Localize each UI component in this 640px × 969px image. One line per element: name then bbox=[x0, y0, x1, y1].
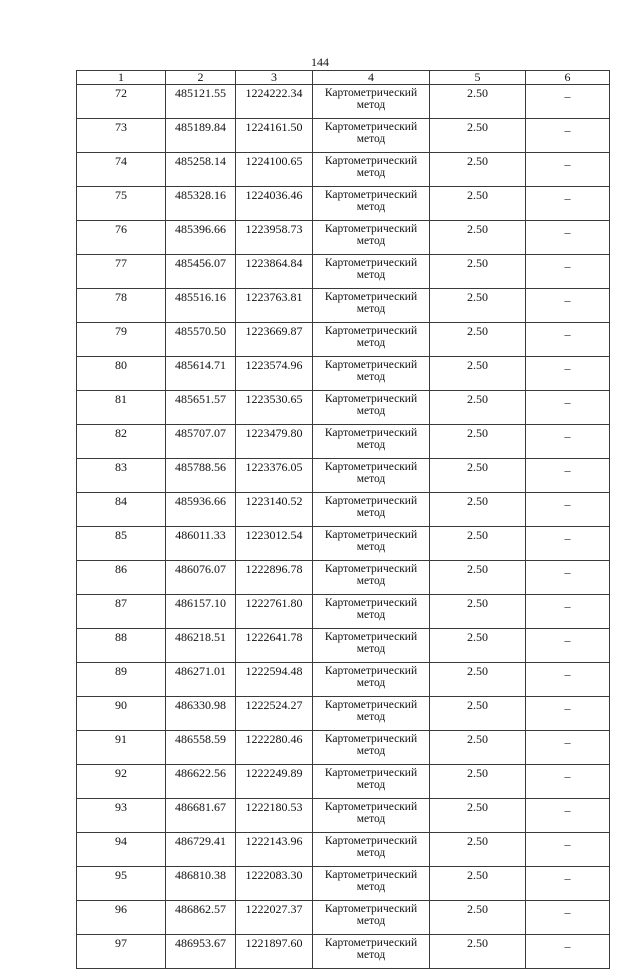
method-line-1: Картометрический bbox=[324, 461, 418, 473]
table-row bbox=[77, 323, 610, 357]
x-coordinate-cell: 485651.57 bbox=[166, 391, 236, 425]
method-cell bbox=[313, 901, 430, 935]
method-line-1: Картометрический bbox=[324, 665, 418, 677]
method-line-2: метод bbox=[356, 779, 386, 791]
y-coordinate-cell: 1222280.46 bbox=[236, 731, 313, 765]
x-coordinate-cell: 486076.07 bbox=[166, 561, 236, 595]
method-line-1: Картометрический bbox=[324, 121, 418, 133]
method-line-2: метод bbox=[356, 133, 386, 145]
x-coordinate-cell: 486810.38 bbox=[166, 867, 236, 901]
note-cell: – bbox=[526, 629, 610, 663]
note-cell: – bbox=[526, 221, 610, 255]
method-cell bbox=[313, 85, 430, 119]
method-cell bbox=[313, 459, 430, 493]
accuracy-cell: 2.50 bbox=[430, 289, 526, 323]
x-coordinate-cell: 486157.10 bbox=[166, 595, 236, 629]
method-line-1: Картометрический bbox=[324, 767, 418, 779]
method-line-2: метод bbox=[356, 303, 386, 315]
x-coordinate-cell: 485570.50 bbox=[166, 323, 236, 357]
method-cell bbox=[313, 289, 430, 323]
accuracy-cell: 2.50 bbox=[430, 85, 526, 119]
method-cell bbox=[313, 527, 430, 561]
y-coordinate-cell: 1222143.96 bbox=[236, 833, 313, 867]
x-coordinate-cell: 486271.01 bbox=[166, 663, 236, 697]
accuracy-cell: 2.50 bbox=[430, 935, 526, 969]
point-number-cell: 88 bbox=[77, 629, 166, 663]
x-coordinate-cell: 485788.56 bbox=[166, 459, 236, 493]
note-cell: – bbox=[526, 493, 610, 527]
table-row bbox=[77, 221, 610, 255]
note-cell: – bbox=[526, 323, 610, 357]
method-line-1: Картометрический bbox=[324, 393, 418, 405]
y-coordinate-cell: 1224222.34 bbox=[236, 85, 313, 119]
note-cell: – bbox=[526, 255, 610, 289]
table-row bbox=[77, 153, 610, 187]
page-number: 144 bbox=[311, 55, 329, 69]
note-cell: – bbox=[526, 289, 610, 323]
y-coordinate-cell: 1222641.78 bbox=[236, 629, 313, 663]
point-number-cell: 74 bbox=[77, 153, 166, 187]
coordinates-table bbox=[76, 70, 610, 969]
method-line-2: метод bbox=[356, 507, 386, 519]
note-cell: – bbox=[526, 765, 610, 799]
table-row bbox=[77, 629, 610, 663]
note-cell: – bbox=[526, 867, 610, 901]
x-coordinate-cell: 485936.66 bbox=[166, 493, 236, 527]
table-row bbox=[77, 187, 610, 221]
x-coordinate-cell: 486681.67 bbox=[166, 799, 236, 833]
y-coordinate-cell: 1222083.30 bbox=[236, 867, 313, 901]
note-cell: – bbox=[526, 527, 610, 561]
y-coordinate-cell: 1223012.54 bbox=[236, 527, 313, 561]
x-coordinate-cell: 485516.16 bbox=[166, 289, 236, 323]
point-number-cell: 80 bbox=[77, 357, 166, 391]
method-cell bbox=[313, 697, 430, 731]
x-coordinate-cell: 485707.07 bbox=[166, 425, 236, 459]
point-number-cell: 82 bbox=[77, 425, 166, 459]
point-number-cell: 81 bbox=[77, 391, 166, 425]
point-number-cell: 89 bbox=[77, 663, 166, 697]
method-line-1: Картометрический bbox=[324, 223, 418, 235]
accuracy-cell: 2.50 bbox=[430, 357, 526, 391]
note-cell: – bbox=[526, 459, 610, 493]
method-line-1: Картометрический bbox=[324, 359, 418, 371]
accuracy-cell: 2.50 bbox=[430, 901, 526, 935]
accuracy-cell: 2.50 bbox=[430, 867, 526, 901]
table-row bbox=[77, 867, 610, 901]
y-coordinate-cell: 1222594.48 bbox=[236, 663, 313, 697]
method-line-2: метод bbox=[356, 371, 386, 383]
column-header-2: 2 bbox=[166, 71, 236, 85]
note-cell: – bbox=[526, 731, 610, 765]
x-coordinate-cell: 486218.51 bbox=[166, 629, 236, 663]
x-coordinate-cell: 486558.59 bbox=[166, 731, 236, 765]
method-line-1: Картометрический bbox=[324, 903, 418, 915]
point-number-cell: 73 bbox=[77, 119, 166, 153]
accuracy-cell: 2.50 bbox=[430, 119, 526, 153]
column-header-3: 3 bbox=[236, 71, 313, 85]
method-cell bbox=[313, 935, 430, 969]
note-cell: – bbox=[526, 697, 610, 731]
table-row bbox=[77, 459, 610, 493]
note-cell: – bbox=[526, 595, 610, 629]
method-line-1: Картометрический bbox=[324, 189, 418, 201]
table-row bbox=[77, 731, 610, 765]
accuracy-cell: 2.50 bbox=[430, 799, 526, 833]
y-coordinate-cell: 1222180.53 bbox=[236, 799, 313, 833]
method-line-2: метод bbox=[356, 677, 386, 689]
method-line-1: Картометрический bbox=[324, 87, 418, 99]
y-coordinate-cell: 1222524.27 bbox=[236, 697, 313, 731]
point-number-cell: 75 bbox=[77, 187, 166, 221]
method-cell bbox=[313, 255, 430, 289]
accuracy-cell: 2.50 bbox=[430, 527, 526, 561]
table-row bbox=[77, 799, 610, 833]
table-row bbox=[77, 765, 610, 799]
note-cell: – bbox=[526, 663, 610, 697]
method-line-1: Картометрический bbox=[324, 597, 418, 609]
x-coordinate-cell: 485328.16 bbox=[166, 187, 236, 221]
accuracy-cell: 2.50 bbox=[430, 153, 526, 187]
method-line-2: метод bbox=[356, 269, 386, 281]
x-coordinate-cell: 485614.71 bbox=[166, 357, 236, 391]
method-cell bbox=[313, 867, 430, 901]
x-coordinate-cell: 485258.14 bbox=[166, 153, 236, 187]
method-line-1: Картометрический bbox=[324, 325, 418, 337]
accuracy-cell: 2.50 bbox=[430, 629, 526, 663]
x-coordinate-cell: 485396.66 bbox=[166, 221, 236, 255]
table-row bbox=[77, 561, 610, 595]
method-cell bbox=[313, 663, 430, 697]
accuracy-cell: 2.50 bbox=[430, 459, 526, 493]
y-coordinate-cell: 1224036.46 bbox=[236, 187, 313, 221]
accuracy-cell: 2.50 bbox=[430, 323, 526, 357]
note-cell: – bbox=[526, 391, 610, 425]
method-cell bbox=[313, 561, 430, 595]
method-line-2: метод bbox=[356, 167, 386, 179]
method-cell bbox=[313, 731, 430, 765]
table-row bbox=[77, 119, 610, 153]
method-cell bbox=[313, 221, 430, 255]
accuracy-cell: 2.50 bbox=[430, 425, 526, 459]
method-line-2: метод bbox=[356, 745, 386, 757]
point-number-cell: 97 bbox=[77, 935, 166, 969]
note-cell: – bbox=[526, 357, 610, 391]
method-line-1: Картометрический bbox=[324, 733, 418, 745]
point-number-cell: 78 bbox=[77, 289, 166, 323]
method-cell bbox=[313, 187, 430, 221]
note-cell: – bbox=[526, 85, 610, 119]
y-coordinate-cell: 1223140.52 bbox=[236, 493, 313, 527]
table-body bbox=[77, 85, 610, 969]
header-row bbox=[77, 71, 610, 85]
method-line-2: метод bbox=[356, 575, 386, 587]
method-line-2: метод bbox=[356, 711, 386, 723]
y-coordinate-cell: 1222896.78 bbox=[236, 561, 313, 595]
method-line-1: Картометрический bbox=[324, 937, 418, 949]
point-number-cell: 94 bbox=[77, 833, 166, 867]
method-line-1: Картометрический bbox=[324, 801, 418, 813]
y-coordinate-cell: 1223574.96 bbox=[236, 357, 313, 391]
y-coordinate-cell: 1223958.73 bbox=[236, 221, 313, 255]
point-number-cell: 91 bbox=[77, 731, 166, 765]
method-line-2: метод bbox=[356, 949, 386, 961]
point-number-cell: 72 bbox=[77, 85, 166, 119]
method-line-1: Картометрический bbox=[324, 699, 418, 711]
method-line-2: метод bbox=[356, 473, 386, 485]
method-line-1: Картометрический bbox=[324, 869, 418, 881]
method-line-2: метод bbox=[356, 881, 386, 893]
y-coordinate-cell: 1222027.37 bbox=[236, 901, 313, 935]
method-line-2: метод bbox=[356, 813, 386, 825]
x-coordinate-cell: 486953.67 bbox=[166, 935, 236, 969]
point-number-cell: 76 bbox=[77, 221, 166, 255]
method-cell bbox=[313, 833, 430, 867]
method-cell bbox=[313, 391, 430, 425]
y-coordinate-cell: 1223376.05 bbox=[236, 459, 313, 493]
method-cell bbox=[313, 799, 430, 833]
method-cell bbox=[313, 119, 430, 153]
point-number-cell: 93 bbox=[77, 799, 166, 833]
accuracy-cell: 2.50 bbox=[430, 561, 526, 595]
y-coordinate-cell: 1222761.80 bbox=[236, 595, 313, 629]
table-row bbox=[77, 357, 610, 391]
note-cell: – bbox=[526, 901, 610, 935]
table-row bbox=[77, 901, 610, 935]
note-cell: – bbox=[526, 187, 610, 221]
accuracy-cell: 2.50 bbox=[430, 731, 526, 765]
method-cell bbox=[313, 357, 430, 391]
accuracy-cell: 2.50 bbox=[430, 595, 526, 629]
table-row bbox=[77, 697, 610, 731]
y-coordinate-cell: 1224161.50 bbox=[236, 119, 313, 153]
y-coordinate-cell: 1224100.65 bbox=[236, 153, 313, 187]
accuracy-cell: 2.50 bbox=[430, 765, 526, 799]
table-row bbox=[77, 935, 610, 969]
table-row bbox=[77, 527, 610, 561]
method-line-2: метод bbox=[356, 915, 386, 927]
accuracy-cell: 2.50 bbox=[430, 493, 526, 527]
method-cell bbox=[313, 153, 430, 187]
x-coordinate-cell: 486729.41 bbox=[166, 833, 236, 867]
column-header-5: 5 bbox=[430, 71, 526, 85]
method-cell bbox=[313, 493, 430, 527]
y-coordinate-cell: 1223763.81 bbox=[236, 289, 313, 323]
x-coordinate-cell: 485121.55 bbox=[166, 85, 236, 119]
note-cell: – bbox=[526, 799, 610, 833]
accuracy-cell: 2.50 bbox=[430, 221, 526, 255]
y-coordinate-cell: 1223479.80 bbox=[236, 425, 313, 459]
accuracy-cell: 2.50 bbox=[430, 697, 526, 731]
accuracy-cell: 2.50 bbox=[430, 391, 526, 425]
table-row bbox=[77, 833, 610, 867]
method-line-1: Картометрический bbox=[324, 495, 418, 507]
point-number-cell: 90 bbox=[77, 697, 166, 731]
method-line-1: Картометрический bbox=[324, 427, 418, 439]
method-line-1: Картометрический bbox=[324, 291, 418, 303]
table-row bbox=[77, 425, 610, 459]
point-number-cell: 95 bbox=[77, 867, 166, 901]
point-number-cell: 77 bbox=[77, 255, 166, 289]
table-row bbox=[77, 391, 610, 425]
method-line-2: метод bbox=[356, 439, 386, 451]
method-cell bbox=[313, 765, 430, 799]
table-row bbox=[77, 493, 610, 527]
table-row bbox=[77, 255, 610, 289]
point-number-cell: 84 bbox=[77, 493, 166, 527]
x-coordinate-cell: 486862.57 bbox=[166, 901, 236, 935]
method-line-2: метод bbox=[356, 405, 386, 417]
table-row bbox=[77, 85, 610, 119]
note-cell: – bbox=[526, 833, 610, 867]
point-number-cell: 92 bbox=[77, 765, 166, 799]
note-cell: – bbox=[526, 153, 610, 187]
method-line-2: метод bbox=[356, 643, 386, 655]
point-number-cell: 83 bbox=[77, 459, 166, 493]
method-line-1: Картометрический bbox=[324, 155, 418, 167]
method-line-2: метод bbox=[356, 99, 386, 111]
point-number-cell: 86 bbox=[77, 561, 166, 595]
method-cell bbox=[313, 629, 430, 663]
x-coordinate-cell: 486011.33 bbox=[166, 527, 236, 561]
table-row bbox=[77, 663, 610, 697]
method-line-1: Картометрический bbox=[324, 257, 418, 269]
method-line-1: Картометрический bbox=[324, 529, 418, 541]
y-coordinate-cell: 1223530.65 bbox=[236, 391, 313, 425]
table-row bbox=[77, 595, 610, 629]
note-cell: – bbox=[526, 119, 610, 153]
method-line-2: метод bbox=[356, 847, 386, 859]
x-coordinate-cell: 485189.84 bbox=[166, 119, 236, 153]
y-coordinate-cell: 1223864.84 bbox=[236, 255, 313, 289]
note-cell: – bbox=[526, 935, 610, 969]
table-row bbox=[77, 289, 610, 323]
column-header-1: 1 bbox=[77, 71, 166, 85]
method-line-2: метод bbox=[356, 609, 386, 621]
x-coordinate-cell: 486330.98 bbox=[166, 697, 236, 731]
method-line-1: Картометрический bbox=[324, 563, 418, 575]
method-line-2: метод bbox=[356, 337, 386, 349]
table-header bbox=[77, 71, 610, 85]
column-header-4: 4 bbox=[313, 71, 430, 85]
method-line-2: метод bbox=[356, 201, 386, 213]
method-line-2: метод bbox=[356, 541, 386, 553]
column-header-6: 6 bbox=[526, 71, 610, 85]
y-coordinate-cell: 1221897.60 bbox=[236, 935, 313, 969]
point-number-cell: 96 bbox=[77, 901, 166, 935]
accuracy-cell: 2.50 bbox=[430, 255, 526, 289]
method-line-2: метод bbox=[356, 235, 386, 247]
x-coordinate-cell: 485456.07 bbox=[166, 255, 236, 289]
method-cell bbox=[313, 595, 430, 629]
y-coordinate-cell: 1222249.89 bbox=[236, 765, 313, 799]
x-coordinate-cell: 486622.56 bbox=[166, 765, 236, 799]
method-cell bbox=[313, 425, 430, 459]
method-line-1: Картометрический bbox=[324, 631, 418, 643]
y-coordinate-cell: 1223669.87 bbox=[236, 323, 313, 357]
point-number-cell: 85 bbox=[77, 527, 166, 561]
accuracy-cell: 2.50 bbox=[430, 663, 526, 697]
point-number-cell: 87 bbox=[77, 595, 166, 629]
method-line-1: Картометрический bbox=[324, 835, 418, 847]
point-number-cell: 79 bbox=[77, 323, 166, 357]
accuracy-cell: 2.50 bbox=[430, 833, 526, 867]
method-cell bbox=[313, 323, 430, 357]
note-cell: – bbox=[526, 561, 610, 595]
accuracy-cell: 2.50 bbox=[430, 187, 526, 221]
note-cell: – bbox=[526, 425, 610, 459]
